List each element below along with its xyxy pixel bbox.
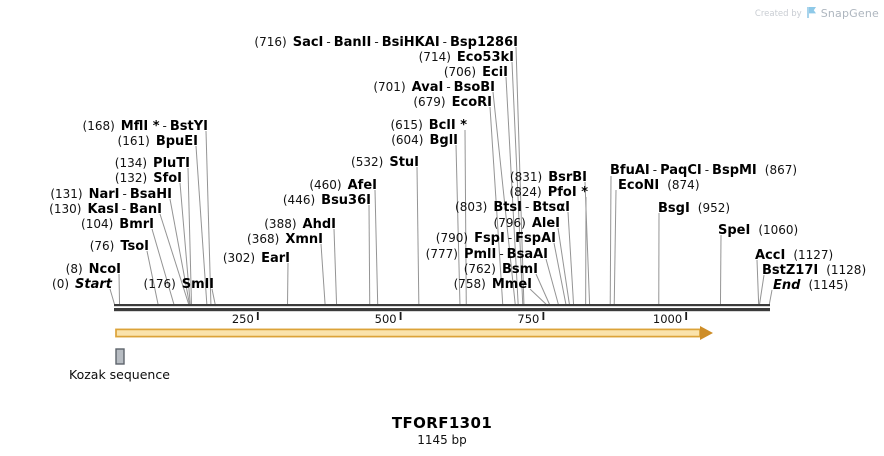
site-label-TsoI bbox=[90, 238, 149, 252]
site-label-EarI bbox=[223, 250, 290, 264]
site-position: (1127) bbox=[793, 248, 834, 262]
enzyme-name: Bsp1286I bbox=[450, 35, 518, 50]
site-position: (132) bbox=[114, 171, 148, 185]
separator: - bbox=[652, 163, 658, 177]
site-position: (176) bbox=[143, 277, 176, 291]
connector-line-532 bbox=[417, 167, 419, 306]
site-position: (130) bbox=[49, 202, 82, 216]
kozak-marker bbox=[116, 349, 124, 364]
enzyme-name: PluTI bbox=[153, 156, 190, 171]
site-position: (790) bbox=[435, 231, 469, 245]
site-enzymes bbox=[773, 274, 800, 293]
enzyme-name: PmlI bbox=[463, 247, 497, 262]
separator: - bbox=[374, 35, 379, 49]
enzyme-name: Eco53kI bbox=[456, 50, 514, 65]
enzyme-name: AleI bbox=[531, 216, 560, 231]
connector-line-1145 bbox=[769, 290, 772, 306]
enzyme-name: MmeI bbox=[491, 277, 532, 292]
site-position: (446) bbox=[282, 193, 316, 207]
enzyme-name: FspAI bbox=[515, 231, 556, 246]
site-position: (867) bbox=[764, 163, 798, 177]
enzyme-name: BmrI bbox=[119, 217, 154, 232]
enzyme-name: BglI bbox=[429, 133, 458, 148]
site-position: (824) bbox=[509, 185, 542, 199]
site-enzymes bbox=[658, 197, 690, 216]
separator: - bbox=[162, 119, 167, 133]
snapgene-watermark bbox=[755, 4, 879, 23]
ruler-tick-label-750: 750 bbox=[517, 312, 540, 326]
site-position: (679) bbox=[413, 95, 446, 109]
separator: - bbox=[122, 187, 127, 201]
connector-line-302 bbox=[287, 263, 288, 306]
enzyme-name: BstZ17I bbox=[762, 263, 819, 278]
enzyme-name: NarI bbox=[88, 187, 120, 202]
separator: - bbox=[499, 247, 504, 261]
site-label-BtsIBtsI bbox=[455, 199, 570, 213]
separator: - bbox=[525, 200, 530, 214]
site-position: (604) bbox=[391, 133, 424, 147]
site-label-BsmI bbox=[464, 261, 538, 275]
connector-line-777 bbox=[546, 259, 559, 306]
site-position: (714) bbox=[418, 50, 451, 64]
enzyme-name: XmnI bbox=[285, 232, 323, 247]
enzyme-name: BanI bbox=[129, 202, 162, 217]
site-enzymes bbox=[75, 273, 112, 292]
site-label-End bbox=[773, 277, 848, 291]
site-position: (104) bbox=[81, 217, 114, 231]
enzyme-name: PaqCI bbox=[660, 163, 702, 178]
enzyme-name: BsoBI bbox=[453, 80, 495, 95]
site-position: (388) bbox=[264, 217, 297, 231]
enzyme-name: SmlI bbox=[181, 277, 214, 292]
connector-line-874 bbox=[614, 190, 616, 306]
enzyme-name: AfeI bbox=[347, 178, 377, 193]
site-label-BglI bbox=[391, 132, 458, 146]
site-label-BmrI bbox=[81, 216, 154, 230]
connector-line-1128 bbox=[759, 275, 764, 306]
site-position: (460) bbox=[309, 178, 342, 192]
site-enzymes bbox=[452, 91, 492, 110]
separator: - bbox=[507, 231, 513, 245]
kozak-sequence-label: Kozak sequence bbox=[69, 367, 170, 382]
site-position: (168) bbox=[82, 119, 115, 133]
enzyme-name: KasI bbox=[87, 202, 119, 217]
enzyme-name: NcoI bbox=[88, 262, 121, 277]
enzyme-name: TsoI bbox=[120, 239, 149, 254]
enzyme-name: BsgI bbox=[658, 201, 690, 216]
separator: - bbox=[121, 202, 127, 216]
site-position: (758) bbox=[453, 277, 486, 291]
connector-line-446 bbox=[369, 205, 370, 306]
enzyme-name: AhdI bbox=[302, 217, 336, 232]
enzyme-name: BsaAI bbox=[506, 247, 548, 262]
ruler-tick-label-250: 250 bbox=[231, 312, 254, 326]
site-label-PmlIBsaAI bbox=[426, 246, 548, 260]
site-label-Start bbox=[52, 276, 112, 290]
site-enzymes bbox=[429, 129, 458, 148]
sequence-bar bbox=[114, 308, 770, 311]
connector-line-8 bbox=[119, 274, 120, 306]
snapgene-brand-text: SnapGene bbox=[820, 7, 879, 20]
site-position: (701) bbox=[373, 80, 406, 94]
site-enzymes bbox=[120, 235, 149, 254]
connector-line-460 bbox=[375, 190, 378, 306]
site-position: (796) bbox=[493, 216, 526, 230]
site-position: (532) bbox=[351, 155, 384, 169]
site-enzymes bbox=[119, 213, 154, 232]
site-position: (874) bbox=[667, 178, 700, 192]
site-position: (302) bbox=[222, 251, 256, 265]
enzyme-name: BsrBI bbox=[548, 170, 587, 185]
site-position: (803) bbox=[455, 200, 488, 214]
enzyme-name: AccI bbox=[755, 248, 786, 263]
separator: - bbox=[326, 35, 331, 49]
connector-line-1060 bbox=[720, 235, 721, 306]
sequence-bar-top bbox=[114, 304, 770, 306]
site-label-SpeI bbox=[718, 222, 798, 236]
site-label-SmlI bbox=[144, 276, 214, 290]
enzyme-name: BstYI bbox=[169, 119, 208, 134]
enzyme-name: EcoNI bbox=[618, 178, 660, 193]
separator: - bbox=[442, 35, 448, 49]
site-label-Bsu36I bbox=[283, 192, 371, 206]
site-label-EcoNI bbox=[618, 177, 700, 191]
enzyme-name: PfoI * bbox=[547, 185, 588, 200]
connector-line-388 bbox=[334, 229, 337, 306]
site-enzymes bbox=[261, 247, 290, 266]
enzyme-name: BtsI bbox=[493, 200, 523, 215]
site-position: (777) bbox=[425, 247, 458, 261]
connector-line-368 bbox=[321, 244, 325, 306]
connector-line-130 bbox=[160, 214, 189, 306]
site-position: (8) bbox=[65, 262, 83, 276]
site-label-BsgI bbox=[658, 200, 730, 214]
sequence-title: TFORF1301 bbox=[391, 414, 493, 432]
site-position: (161) bbox=[117, 134, 150, 148]
site-position: (131) bbox=[50, 187, 83, 201]
site-position: (1060) bbox=[758, 223, 799, 237]
separator: - bbox=[704, 163, 710, 177]
site-label-MmeI bbox=[454, 276, 532, 290]
connector-line-1127 bbox=[757, 260, 759, 306]
enzyme-name: MflI * bbox=[120, 119, 160, 134]
site-label-AleI bbox=[494, 215, 560, 229]
enzyme-name: BspMI bbox=[712, 163, 757, 178]
connector-line-104 bbox=[152, 229, 174, 306]
enzyme-name: SpeI bbox=[718, 223, 751, 238]
site-position: (762) bbox=[463, 262, 496, 276]
enzyme-name: EcoRI bbox=[451, 95, 492, 110]
site-enzymes bbox=[548, 166, 587, 185]
enzyme-name: FspI bbox=[474, 231, 505, 246]
connector-line-867 bbox=[610, 176, 611, 306]
site-label-StuI bbox=[351, 154, 419, 168]
ruler-tick-label-500: 500 bbox=[374, 312, 397, 326]
site-position: (706) bbox=[443, 65, 477, 79]
site-enzymes bbox=[718, 219, 750, 238]
enzyme-name: Start bbox=[75, 277, 112, 292]
site-enzymes bbox=[389, 151, 419, 170]
enzyme-name: BfuAI bbox=[610, 163, 650, 178]
site-position: (716) bbox=[254, 35, 287, 49]
separator: - bbox=[446, 80, 451, 94]
site-position: (0) bbox=[52, 277, 70, 291]
enzyme-name: EarI bbox=[261, 251, 290, 266]
enzyme-name: BsiHKAI bbox=[381, 35, 440, 50]
site-label-XmnI bbox=[247, 231, 323, 245]
ruler-tick-label-1000: 1000 bbox=[652, 312, 683, 326]
site-position: (134) bbox=[114, 156, 148, 170]
site-position: (831) bbox=[509, 170, 543, 184]
enzyme-name: End bbox=[773, 278, 801, 293]
enzyme-name: SacI bbox=[292, 35, 324, 50]
site-enzymes bbox=[156, 130, 198, 149]
connector-line-758 bbox=[530, 289, 548, 306]
orf-arrow-body bbox=[116, 329, 700, 336]
enzyme-name: SfoI bbox=[153, 171, 182, 186]
site-enzymes bbox=[182, 273, 214, 292]
site-enzymes bbox=[321, 189, 371, 208]
enzyme-name: EciI bbox=[482, 65, 508, 80]
sequence-length: 1145 bp bbox=[417, 433, 467, 447]
enzyme-name: BclI * bbox=[428, 118, 467, 133]
enzyme-name: BsmI bbox=[501, 262, 538, 277]
connector-line-803 bbox=[568, 212, 574, 306]
enzyme-name: BsaHI bbox=[129, 187, 172, 202]
orf-arrow-head bbox=[700, 326, 713, 340]
site-label-FspIFspAI bbox=[436, 230, 556, 244]
site-position: (1145) bbox=[808, 278, 849, 292]
site-position: (368) bbox=[247, 232, 280, 246]
site-label-BpuEI bbox=[118, 133, 198, 147]
enzyme-name: AvaI bbox=[411, 80, 444, 95]
snapgene-flag-icon bbox=[806, 4, 817, 23]
created-by-text: Created by bbox=[754, 8, 802, 19]
enzyme-name: Bsu36I bbox=[321, 193, 371, 208]
enzyme-name: StuI bbox=[389, 155, 419, 170]
site-label-EcoRI bbox=[413, 94, 492, 108]
site-label-BsrBI bbox=[510, 169, 587, 183]
site-position: (615) bbox=[390, 118, 423, 132]
enzyme-name: BtsαI bbox=[532, 200, 570, 215]
site-position: (1128) bbox=[826, 263, 867, 277]
site-enzymes bbox=[285, 228, 323, 247]
enzyme-name: BanII bbox=[333, 35, 372, 50]
site-enzymes bbox=[618, 174, 659, 193]
site-label-PfoI bbox=[509, 184, 588, 198]
title-block bbox=[0, 414, 884, 447]
site-position: (952) bbox=[697, 201, 731, 215]
enzyme-name: BpuEI bbox=[155, 134, 198, 149]
site-label-SfoI bbox=[115, 170, 182, 184]
site-position: (76) bbox=[89, 239, 115, 253]
